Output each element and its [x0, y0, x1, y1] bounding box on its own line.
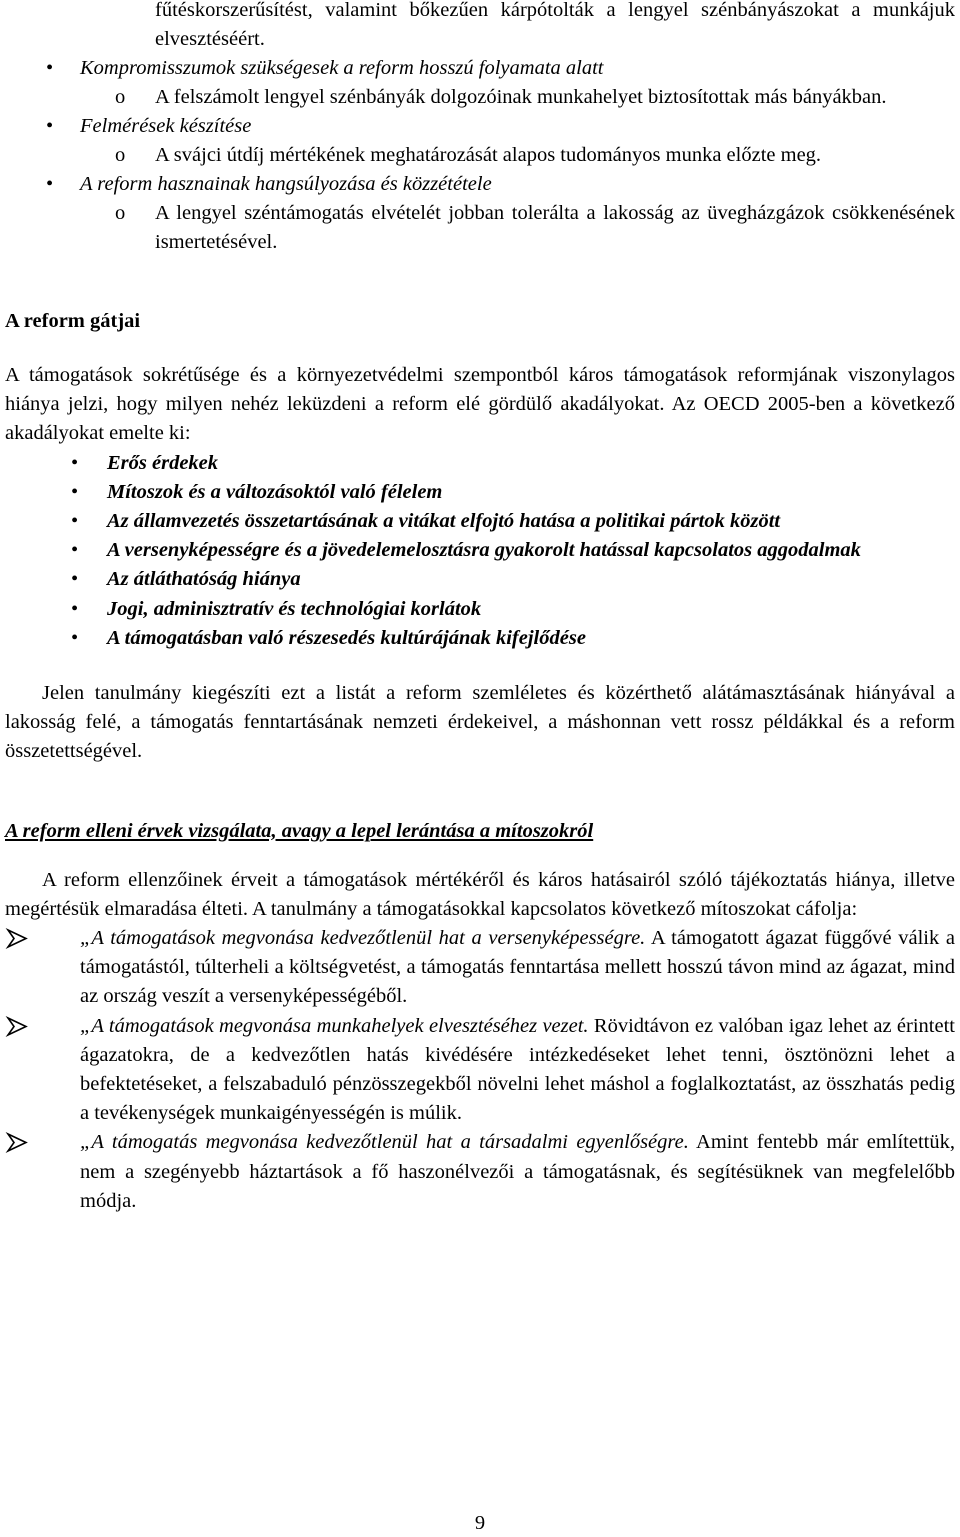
arrow-bullet-icon — [5, 1012, 45, 1041]
sub-list-item: o A svájci útdíj mértékének meghatározását alapos tudományos munka előzte meg. — [5, 141, 955, 170]
bullet-icon: • — [71, 626, 79, 649]
circle-marker-icon: o — [115, 202, 126, 224]
list-item: „A támogatások megvonása kedvezőtlenül hat a versenyképességre. A támogatott ágazat függővé válik a támogatástól, túlterheli a költségvetést, a támogatás fenntartása mellett hosszú távon mind az ágazat, mind az ország veszít a versenyképességéből. — [5, 924, 955, 1012]
barriers-closing: Jelen tanulmány kiegészíti ezt a listát a reform szemléletes és közérthető alátámasztásának hiányával a lakosság felé, a támogatás fenntartásának nemzeti érdekeivel, a máshonnan vett rossz példákkal és a reform összetettségével. — [5, 682, 955, 763]
list-item: • Felmérések készítése — [5, 112, 955, 141]
bullet-icon: • — [71, 568, 79, 591]
bullet-icon: • — [71, 480, 79, 503]
page-number: 9 — [474, 1512, 486, 1534]
bullet-icon: • — [46, 115, 54, 137]
bullet-icon: • — [71, 597, 79, 620]
bullet-icon: • — [46, 173, 54, 195]
top-bullet-list — [5, 54, 955, 257]
list-item: „A támogatások megvonása munkahelyek elvesztéséhez vezet. Rövidtávon ez valóban igaz lehet az érintett ágazatokra, de a kedvezőtlen hatás kivédésére intézkedéseket lehet tenni, ösztönözni lehet a befektetéseket, a felszabaduló pénzösszegekből növelni lehet máshol a foglalkoztatást, az összhatás pedig a tevékenységek munkaigényességén is múlik. — [5, 1012, 955, 1129]
section-heading-barriers: A reform gátjai — [5, 310, 141, 332]
sub-item-continuation: fűtéskorszerűsítést, valamint bőkezűen kárpótolták a lengyel szénbányászokat a munkájuk elvesztéséért. — [155, 0, 955, 50]
circle-marker-icon: o — [115, 86, 126, 108]
sub-list-item: o A felszámolt lengyel szénbányák dolgozóinak munkahelyet biztosítottak más bányákban. — [5, 83, 955, 112]
circle-marker-icon: o — [115, 144, 126, 166]
barriers-intro: A támogatások sokrétűsége és a környezetvédelmi szempontból káros támogatások reformjának viszonylagos hiánya jelzi, hogy milyen nehéz leküzdeni a reform elé gördülő akadályokat. Az OECD 2005-ben a következő akadályokat emelte ki: — [5, 364, 955, 445]
list-item: • Mítoszok és a változásoktól való félelem — [5, 478, 955, 507]
section-heading-myths: A reform elleni érvek vizsgálata, avagy a lepel lerántása a mítoszokról — [5, 819, 594, 842]
list-item: • A reform hasznainak hangsúlyozása és közzététele — [5, 170, 955, 199]
arrow-bullet-icon — [5, 1128, 45, 1157]
list-item: • Kompromisszumok szükségesek a reform hosszú folyamata alatt — [5, 54, 955, 83]
sub-list-item: o A lengyel széntámogatás elvételét jobban tolerálta a lakosság az üvegházgázok csökkenésének ismertetésével. — [5, 199, 955, 257]
list-item: • A versenyképességre és a jövedelemelosztásra gyakorolt hatással kapcsolatos aggodalmak — [5, 536, 955, 565]
myths-intro: A reform ellenzőinek érveit a támogatások mértékéről és káros hatásairól szóló tájékoztatás hiánya, illetve megértésük elmaradása élteti. A tanulmány a támogatásokkal kapcsolatos következő mítoszokat cáfolja: — [5, 868, 955, 920]
document-page — [5, 0, 955, 1216]
list-item: • Az államvezetés összetartásának a vitákat elfojtó hatása a politikai pártok között — [5, 507, 955, 536]
list-item: • A támogatásban való részesedés kultúrájának kifejlődése — [5, 624, 955, 653]
myths-list — [5, 924, 955, 1216]
bullet-icon: • — [46, 57, 54, 79]
list-item: • Jogi, adminisztratív és technológiai korlátok — [5, 595, 955, 624]
bullet-icon: • — [71, 451, 79, 474]
arrow-bullet-icon — [5, 924, 45, 953]
barriers-list — [5, 449, 955, 653]
list-item: • Erős érdekek — [5, 449, 955, 478]
list-item: • Az átláthatóság hiánya — [5, 565, 955, 594]
bullet-icon: • — [71, 510, 79, 533]
bullet-icon: • — [71, 539, 79, 562]
list-item: „A támogatás megvonása kedvezőtlenül hat a társadalmi egyenlőségre. Amint fentebb már említettük, nem a szegényebb háztartások a fő haszonélvezői a támogatásnak, és segítésüknek van megfelelőbb módja. — [5, 1128, 955, 1216]
